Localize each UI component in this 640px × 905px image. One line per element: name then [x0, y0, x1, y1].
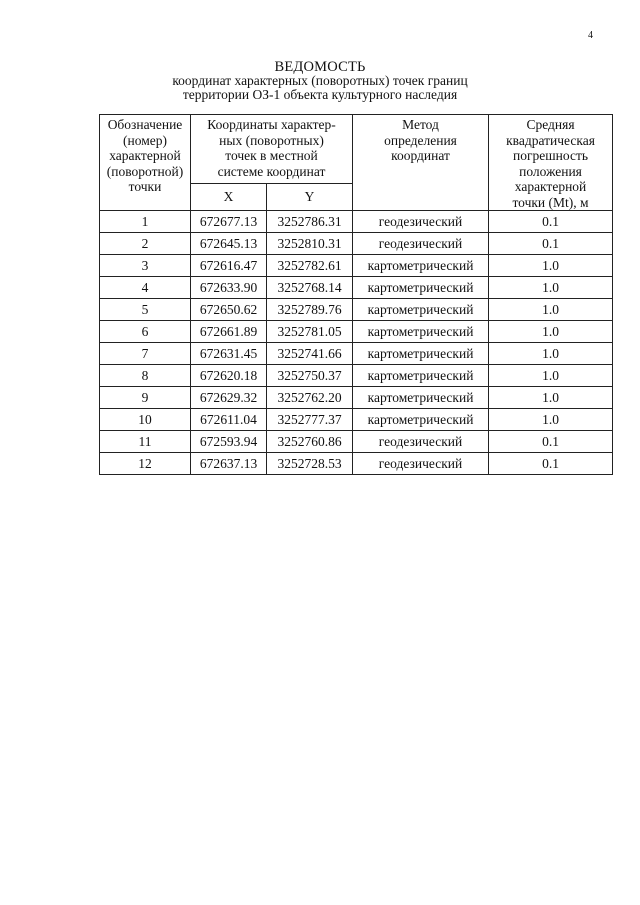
table-row [100, 255, 613, 277]
header-x: X [191, 184, 267, 211]
cell-x: 672616.47 [191, 255, 267, 277]
cell-error: 0.1 [489, 211, 613, 233]
table-row [100, 365, 613, 387]
table-row [100, 409, 613, 431]
cell-x: 672629.32 [191, 387, 267, 409]
title-line-2: территории ОЗ-1 объекта культурного наследия [182, 87, 458, 102]
page-number: 4 [588, 30, 593, 41]
cell-number: 7 [100, 343, 191, 365]
cell-method: картометрический [353, 277, 489, 299]
cell-error: 1.0 [489, 409, 613, 431]
header-error: Средняя квадратическая погрешность положения характерной точки (Mt), м [489, 115, 613, 211]
cell-number: 1 [100, 211, 191, 233]
cell-x: 672611.04 [191, 409, 267, 431]
cell-method: геодезический [353, 431, 489, 453]
cell-error: 0.1 [489, 453, 613, 475]
header-designation: Обозначение (номер) характерной (поворотной) точки [100, 115, 191, 211]
cell-y: 3252782.61 [267, 255, 353, 277]
table-row [100, 299, 613, 321]
header-y: Y [267, 184, 353, 211]
cell-y: 3252777.37 [267, 409, 353, 431]
cell-y: 3252810.31 [267, 233, 353, 255]
cell-x: 672645.13 [191, 233, 267, 255]
table-row [100, 233, 613, 255]
cell-number: 5 [100, 299, 191, 321]
cell-x: 672677.13 [191, 211, 267, 233]
cell-number: 3 [100, 255, 191, 277]
document-title [0, 60, 640, 102]
cell-error: 1.0 [489, 365, 613, 387]
cell-method: картометрический [353, 343, 489, 365]
table-row [100, 211, 613, 233]
cell-number: 9 [100, 387, 191, 409]
header-method: Метод определения координат [353, 115, 489, 211]
cell-y: 3252786.31 [267, 211, 353, 233]
cell-method: картометрический [353, 387, 489, 409]
cell-number: 11 [100, 431, 191, 453]
cell-number: 12 [100, 453, 191, 475]
cell-x: 672620.18 [191, 365, 267, 387]
cell-method: геодезический [353, 211, 489, 233]
table-row [100, 277, 613, 299]
cell-number: 2 [100, 233, 191, 255]
cell-y: 3252781.05 [267, 321, 353, 343]
cell-x: 672633.90 [191, 277, 267, 299]
cell-method: геодезический [353, 453, 489, 475]
title-main: ВЕДОМОСТЬ [274, 59, 366, 75]
cell-x: 672650.62 [191, 299, 267, 321]
cell-x: 672593.94 [191, 431, 267, 453]
cell-method: картометрический [353, 409, 489, 431]
cell-number: 8 [100, 365, 191, 387]
cell-y: 3252762.20 [267, 387, 353, 409]
cell-error: 1.0 [489, 255, 613, 277]
table-row [100, 453, 613, 475]
cell-error: 1.0 [489, 277, 613, 299]
title-line-1: координат характерных (поворотных) точек границ [172, 73, 468, 88]
cell-error: 0.1 [489, 233, 613, 255]
cell-method: картометрический [353, 321, 489, 343]
cell-y: 3252750.37 [267, 365, 353, 387]
cell-y: 3252768.14 [267, 277, 353, 299]
table-row [100, 343, 613, 365]
header-coordinates: Координаты характер- ных (поворотных) точек в местной системе координат [191, 115, 353, 184]
cell-x: 672661.89 [191, 321, 267, 343]
cell-number: 10 [100, 409, 191, 431]
cell-method: картометрический [353, 299, 489, 321]
cell-method: картометрический [353, 255, 489, 277]
cell-method: картометрический [353, 365, 489, 387]
cell-y: 3252789.76 [267, 299, 353, 321]
cell-y: 3252741.66 [267, 343, 353, 365]
coordinates-table [99, 114, 613, 475]
cell-error: 0.1 [489, 431, 613, 453]
table-row [100, 431, 613, 453]
cell-y: 3252760.86 [267, 431, 353, 453]
table-row [100, 321, 613, 343]
cell-number: 6 [100, 321, 191, 343]
cell-number: 4 [100, 277, 191, 299]
cell-error: 1.0 [489, 343, 613, 365]
table-row [100, 387, 613, 409]
cell-error: 1.0 [489, 321, 613, 343]
cell-x: 672631.45 [191, 343, 267, 365]
cell-x: 672637.13 [191, 453, 267, 475]
cell-error: 1.0 [489, 387, 613, 409]
cell-method: геодезический [353, 233, 489, 255]
cell-error: 1.0 [489, 299, 613, 321]
cell-y: 3252728.53 [267, 453, 353, 475]
